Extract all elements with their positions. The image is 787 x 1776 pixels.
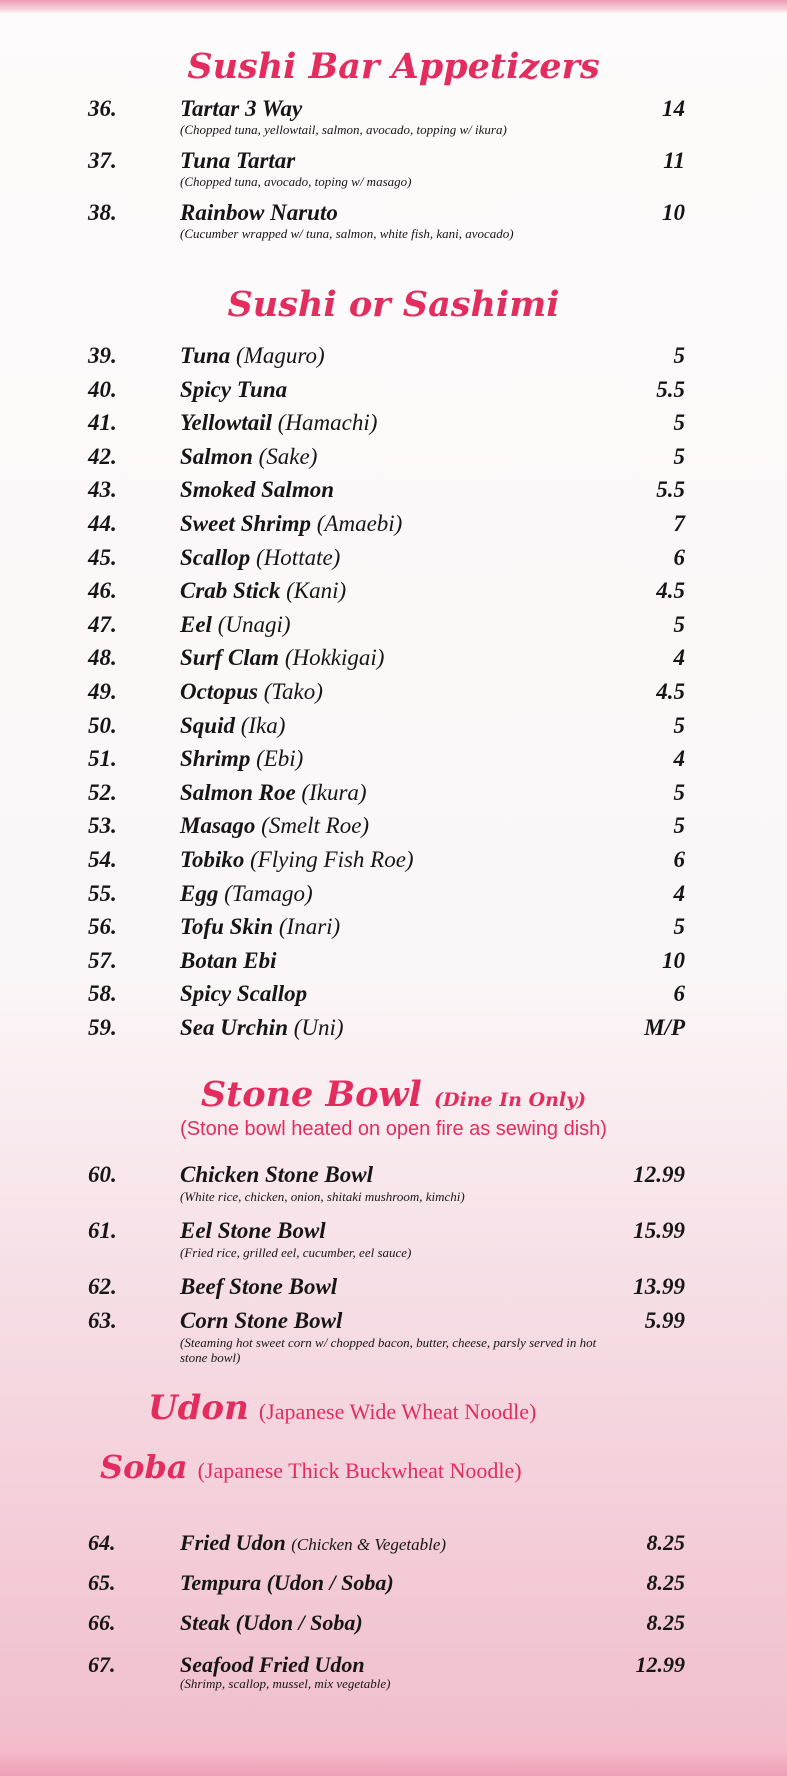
item-japanese-name: (Hamachi) <box>277 410 378 436</box>
item-japanese-name: (Tamago) <box>224 880 313 906</box>
item-price: 7 <box>673 511 685 536</box>
item-price: 5 <box>673 813 685 839</box>
item-name-text: Shrimp <box>180 746 251 772</box>
item-description: (Fried rice, grilled eel, cucumber, eel sauce) <box>180 1245 412 1260</box>
item-japanese-name: (Ikura) <box>301 779 367 805</box>
item-price: 12.99 <box>633 1162 685 1187</box>
top-decorative-border <box>0 0 787 14</box>
item-name-text: Salmon <box>180 443 253 469</box>
item-number: 40. <box>88 376 117 402</box>
item-name <box>180 511 402 537</box>
item-number: 61. <box>88 1218 117 1243</box>
item-number: 62. <box>88 1274 117 1299</box>
bottom-decorative-border <box>0 1732 787 1776</box>
stone-bowl-title: Stone Bowl <box>200 1074 422 1115</box>
item-price: 5 <box>673 914 685 940</box>
item-number: 42. <box>88 443 117 469</box>
item-number: 46. <box>88 578 117 604</box>
item-name <box>180 813 369 839</box>
item-price: 5 <box>673 443 685 469</box>
item-number: 43. <box>88 477 117 503</box>
item-price: 4 <box>673 645 685 671</box>
item-japanese-name: (Maguro) <box>236 343 325 368</box>
item-number: 39. <box>88 343 117 368</box>
item-price: 11 <box>663 148 685 173</box>
item-japanese-name: (Sake) <box>258 443 318 469</box>
section-title-soba <box>100 1448 522 1486</box>
item-name-text: Egg <box>180 880 219 906</box>
item-number: 56. <box>88 914 117 940</box>
item-japanese-name: (Hottate) <box>256 544 341 570</box>
item-name <box>180 578 346 604</box>
item-name <box>180 1530 446 1556</box>
item-name <box>180 645 384 671</box>
item-price: 8.25 <box>646 1530 685 1555</box>
item-number: 48. <box>88 645 117 671</box>
item-number: 49. <box>88 679 117 704</box>
item-name-text: Spicy Tuna <box>180 376 288 402</box>
item-name: Rainbow Naruto <box>180 200 338 225</box>
item-price: 4.5 <box>656 679 685 704</box>
item-name: Tempura (Udon / Soba) <box>180 1570 394 1595</box>
item-name: Steak (Udon / Soba) <box>180 1610 363 1635</box>
udon-note: (Japanese Wide Wheat Noodle) <box>258 1399 537 1424</box>
udon-title: Udon <box>148 1388 249 1428</box>
item-price: 12.99 <box>635 1652 685 1677</box>
item-price: 4.5 <box>656 578 685 604</box>
item-description: (Steaming hot sweet corn w/ chopped bacon, butter, cheese, parsly served in hot stone bowl) <box>180 1335 597 1365</box>
item-japanese-name: (Amaebi) <box>316 511 403 536</box>
item-description: (Chopped tuna, avocado, toping w/ masago) <box>180 174 412 189</box>
item-number: 38. <box>88 200 117 225</box>
item-name <box>180 780 367 806</box>
section-title-sushi: Sushi or Sashimi <box>227 284 560 325</box>
item-name-text: Salmon Roe <box>180 779 296 805</box>
stone-bowl-subtitle: (Stone bowl heated on open fire as sewing dish) <box>180 1118 607 1140</box>
item-name-text: Botan Ebi <box>180 947 277 973</box>
item-price: 14 <box>662 96 685 121</box>
item-name <box>180 377 287 403</box>
item-number: 64. <box>88 1530 116 1555</box>
item-name <box>180 914 340 940</box>
item-name <box>180 410 377 436</box>
item-number: 63. <box>88 1308 117 1333</box>
item-name-text: Eel <box>180 611 212 637</box>
item-name-text: Squid <box>180 712 235 738</box>
item-name <box>180 948 277 974</box>
item-number: 55. <box>88 880 117 906</box>
item-name-text: Spicy Scallop <box>180 981 308 1007</box>
item-name <box>180 746 303 772</box>
item-name <box>180 881 313 907</box>
item-name: Beef Stone Bowl <box>180 1274 338 1299</box>
item-number: 50. <box>88 712 117 738</box>
soba-title: Soba <box>100 1448 188 1486</box>
item-name <box>180 545 340 571</box>
item-japanese-name: (Unagi) <box>217 611 291 637</box>
item-name: Eel Stone Bowl <box>180 1218 326 1243</box>
item-japanese-name: (Tako) <box>263 679 323 704</box>
item-number: 54. <box>88 847 117 872</box>
item-name <box>180 477 334 503</box>
item-name-text: Octopus <box>180 679 258 704</box>
item-japanese-name: (Flying Fish Roe) <box>250 847 414 872</box>
item-price: 5 <box>673 410 685 436</box>
item-description: (Shrimp, scallop, mussel, mix vegetable) <box>180 1676 391 1691</box>
item-price: 5 <box>673 712 685 738</box>
item-name <box>180 679 323 705</box>
item-name-text: Sea Urchin <box>180 1015 288 1040</box>
item-name <box>180 713 285 739</box>
item-price: 5.5 <box>656 477 685 503</box>
item-price: 6 <box>673 847 685 872</box>
item-name-text: Sweet Shrimp <box>180 511 312 536</box>
item-price: 5 <box>673 779 685 805</box>
item-number: 47. <box>88 611 117 637</box>
item-number: 51. <box>88 746 117 772</box>
item-detail: (Chicken & Vegetable) <box>291 1535 447 1554</box>
item-price: 6 <box>673 981 685 1007</box>
item-price: 4 <box>673 880 685 906</box>
item-price: 5 <box>673 611 685 637</box>
item-price: 8.25 <box>646 1570 685 1595</box>
item-price: 5.99 <box>644 1308 685 1333</box>
stone-bowl-note: (Dine In Only) <box>434 1089 587 1111</box>
item-number: 66. <box>88 1610 116 1635</box>
item-name <box>180 1015 344 1041</box>
item-japanese-name: (Uni) <box>293 1015 344 1040</box>
section-title-stone-bowl <box>0 1074 787 1115</box>
item-number: 37. <box>88 148 117 173</box>
item-name-text: Yellowtail <box>180 410 272 436</box>
item-price: 4 <box>673 746 685 772</box>
item-name <box>180 847 414 873</box>
item-price: 5 <box>673 343 685 368</box>
item-name: Corn Stone Bowl <box>180 1308 343 1333</box>
item-number: 36. <box>88 96 117 121</box>
item-number: 53. <box>88 813 117 839</box>
item-number: 65. <box>88 1570 116 1595</box>
item-number: 67. <box>88 1652 116 1677</box>
item-japanese-name: (Hokkigai) <box>284 645 385 671</box>
item-japanese-name: (Ebi) <box>256 746 304 772</box>
item-number: 41. <box>88 410 117 436</box>
item-number: 58. <box>88 981 117 1007</box>
section-title-appetizers: Sushi Bar Appetizers <box>187 46 600 87</box>
item-description: (Cucumber wrapped w/ tuna, salmon, white fish, kani, avocado) <box>180 226 514 241</box>
item-japanese-name: (Inari) <box>278 914 341 940</box>
item-price: 6 <box>673 544 685 570</box>
item-number: 59. <box>88 1015 117 1040</box>
item-japanese-name: (Ika) <box>240 712 286 738</box>
item-price: 8.25 <box>646 1610 685 1635</box>
item-number: 44. <box>88 511 117 536</box>
item-number: 45. <box>88 544 117 570</box>
soba-note: (Japanese Thick Buckwheat Noodle) <box>197 1458 522 1483</box>
item-name-text: Masago <box>180 813 256 839</box>
item-name <box>180 612 291 638</box>
item-number: 57. <box>88 947 117 973</box>
item-description: (White rice, chicken, onion, shitaki mushroom, kimchi) <box>180 1189 465 1204</box>
item-name <box>180 343 325 369</box>
item-japanese-name: (Kani) <box>286 578 347 604</box>
item-name-text: Scallop <box>180 544 251 570</box>
item-name-text: Tuna <box>180 343 231 368</box>
item-name: Chicken Stone Bowl <box>180 1162 373 1187</box>
item-name <box>180 981 307 1007</box>
item-number: 52. <box>88 779 117 805</box>
item-name: Seafood Fried Udon <box>180 1652 365 1677</box>
item-price: 13.99 <box>633 1274 685 1299</box>
item-price: 10 <box>662 947 685 973</box>
item-name: Tartar 3 Way <box>180 96 303 121</box>
item-name-text: Tobiko <box>180 847 245 872</box>
item-price: M/P <box>644 1015 685 1040</box>
section-title-udon <box>148 1388 536 1428</box>
item-name-text: Smoked Salmon <box>180 477 335 503</box>
item-name <box>180 444 317 470</box>
item-japanese-name: (Smelt Roe) <box>261 813 370 839</box>
item-description: (Chopped tuna, yellowtail, salmon, avocado, topping w/ ikura) <box>180 122 507 137</box>
item-price: 10 <box>662 200 685 225</box>
item-price: 5.5 <box>656 376 685 402</box>
item-name-text: Surf Clam <box>180 645 280 671</box>
item-number: 60. <box>88 1162 117 1187</box>
item-name-text: Tofu Skin <box>180 914 274 940</box>
item-name: Tuna Tartar <box>180 148 296 173</box>
item-price: 15.99 <box>633 1218 685 1243</box>
item-name-text: Crab Stick <box>180 578 281 604</box>
item-name-text: Fried Udon <box>180 1530 286 1555</box>
